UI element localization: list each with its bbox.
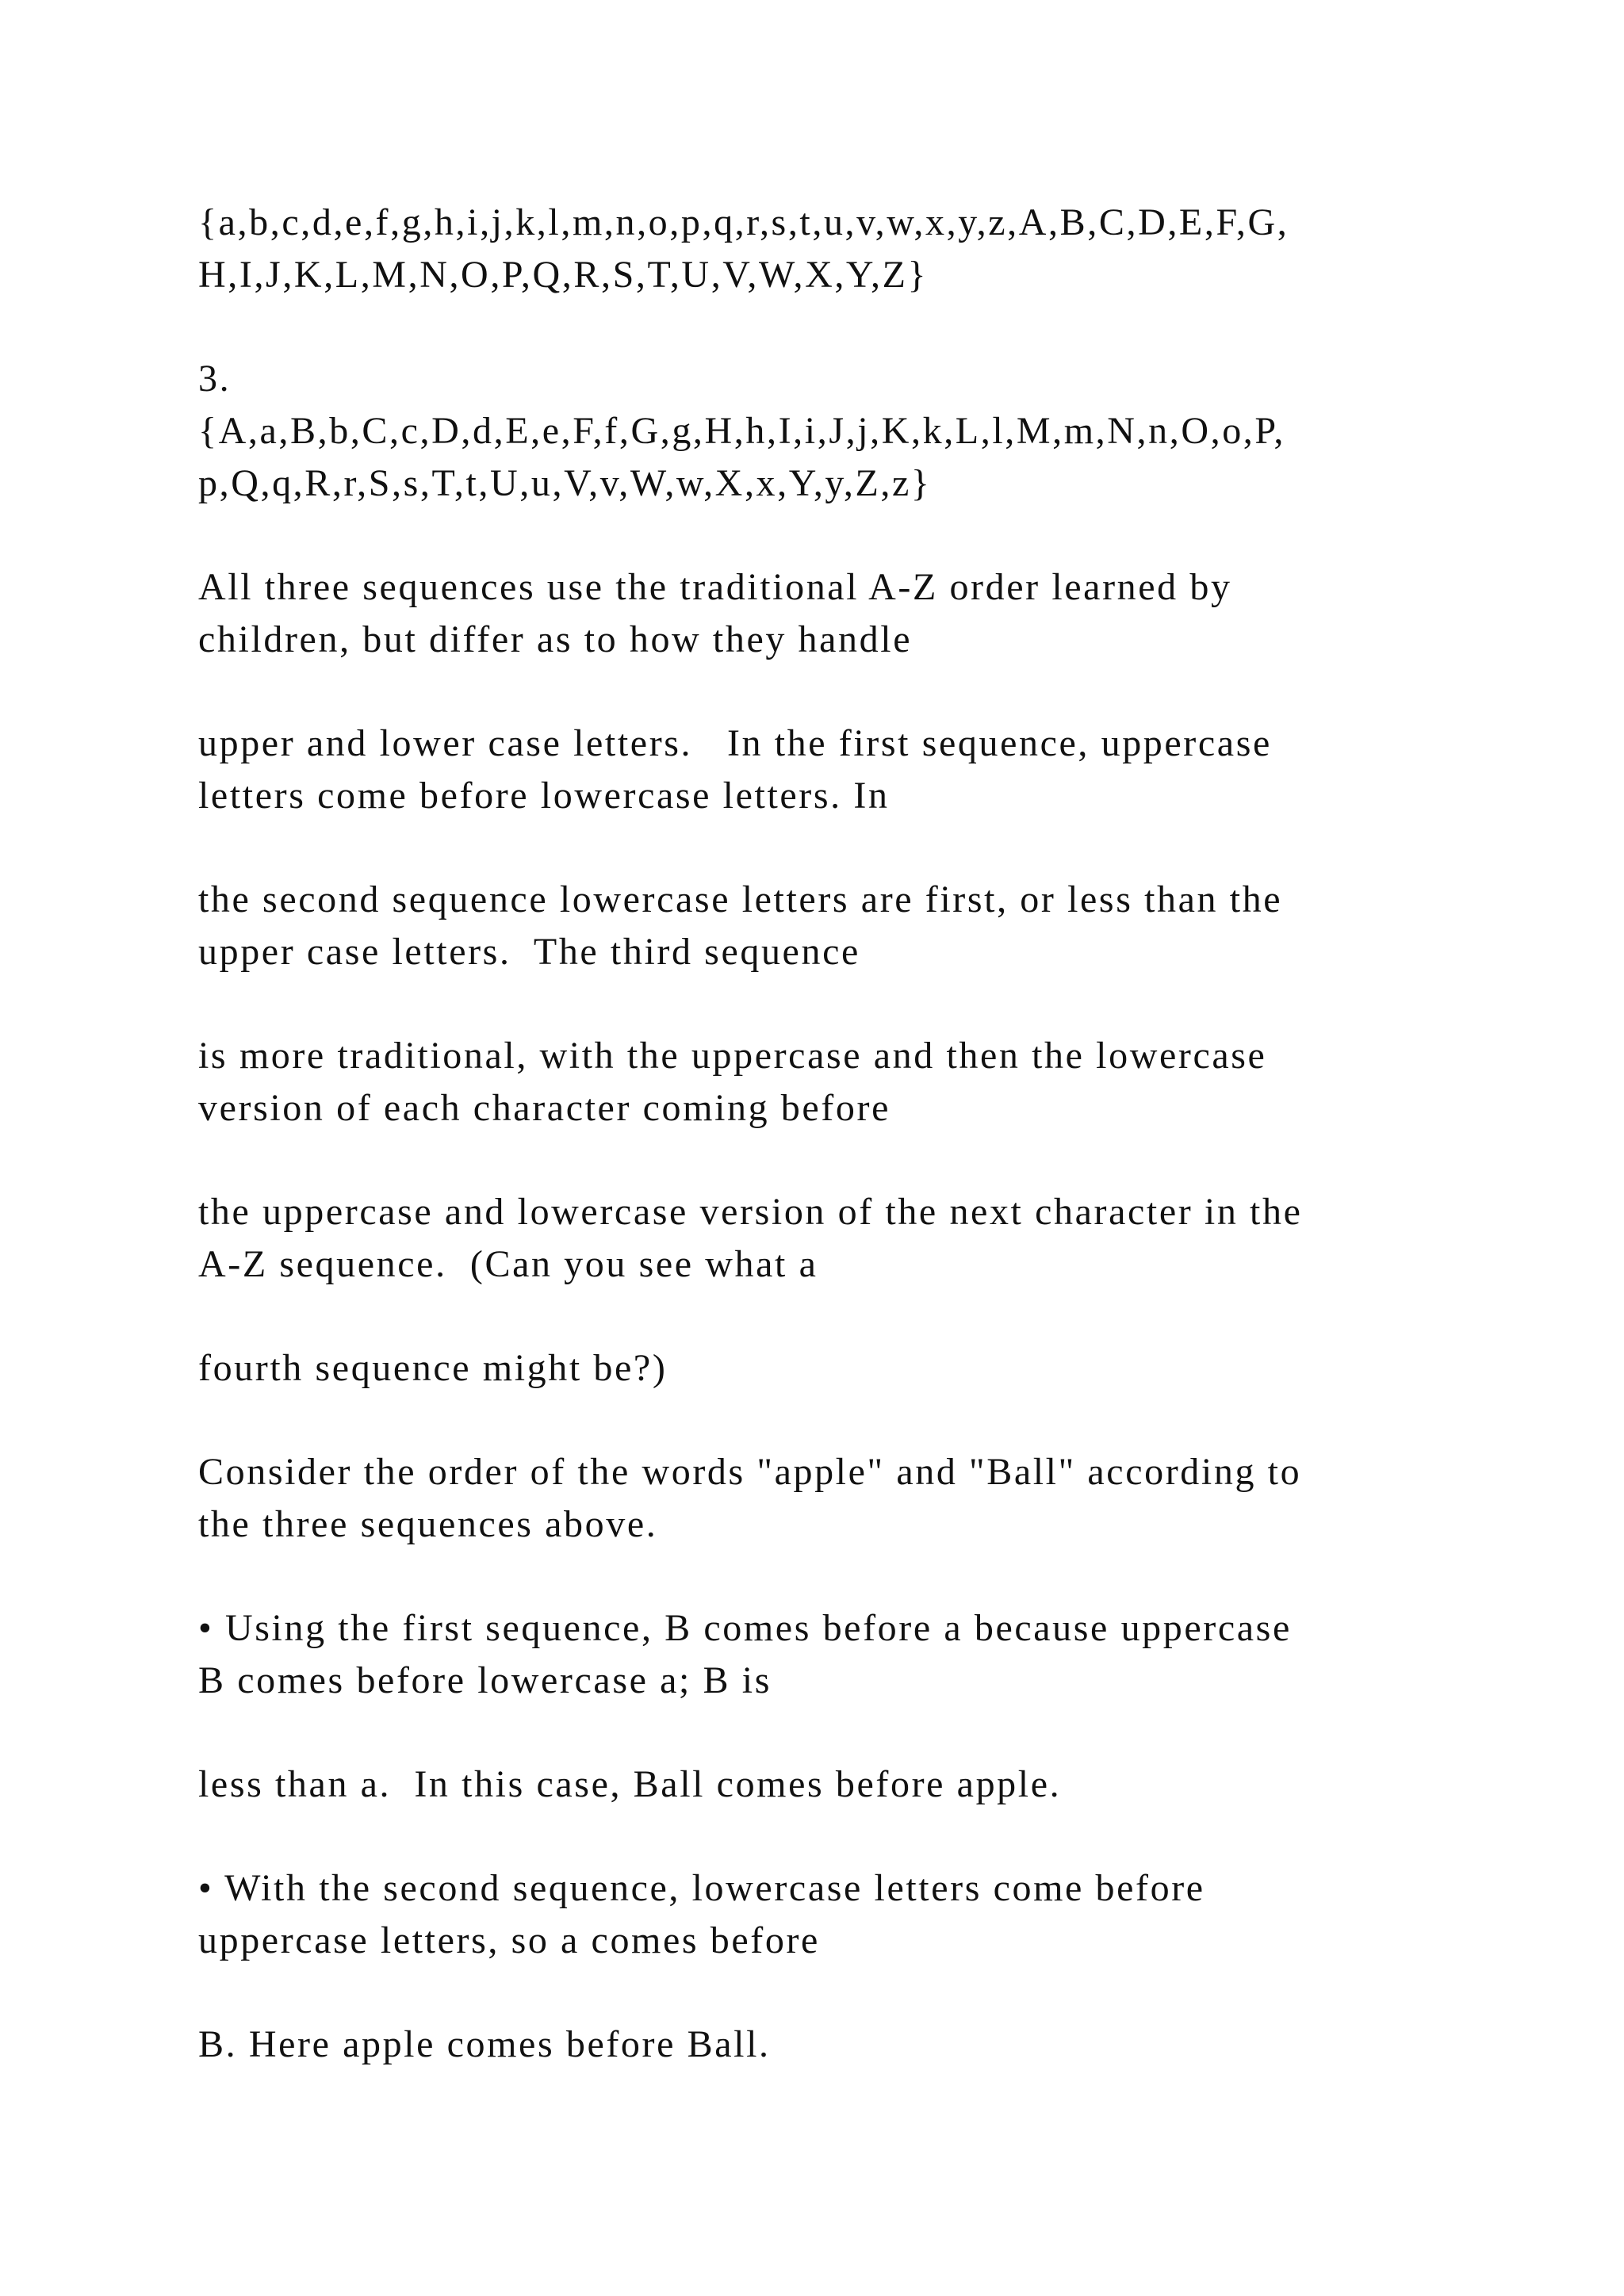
- bullet-paragraph: [198, 1862, 1435, 1967]
- text-line: B. Here apple comes before Ball.: [198, 2023, 771, 2065]
- text-line: upper case letters. The third sequence: [198, 931, 860, 973]
- body-paragraph: [198, 1758, 1435, 1811]
- text-line: letters come before lowercase letters. In: [198, 775, 890, 817]
- body-paragraph: [198, 2019, 1435, 2071]
- text-line: A-Z sequence. (Can you see what a: [198, 1243, 818, 1285]
- body-paragraph: [198, 874, 1435, 978]
- body-paragraph: [198, 1186, 1435, 1291]
- text-line: upper and lower case letters. In the first sequence, uppercase: [198, 722, 1272, 764]
- text-line: fourth sequence might be?): [198, 1347, 668, 1389]
- sequence-2-set: [198, 197, 1435, 301]
- text-line: {A,a,B,b,C,c,D,d,E,e,F,f,G,g,H,h,I,i,J,j,K,k,L,l,M,m,N,n,O,o,P,: [198, 410, 1285, 452]
- text-line: is more traditional, with the uppercase and then the lowercase: [198, 1035, 1267, 1077]
- text-line: less than a. In this case, Ball comes before apple.: [198, 1763, 1062, 1805]
- document-page: [198, 197, 1435, 2122]
- body-paragraph: [198, 718, 1435, 822]
- text-line: the three sequences above.: [198, 1503, 658, 1545]
- text-line: All three sequences use the traditional A-Z order learned by: [198, 566, 1232, 608]
- text-line: 3.: [198, 358, 232, 400]
- text-line: the second sequence lowercase letters are first, or less than the: [198, 878, 1283, 920]
- text-line: {a,b,c,d,e,f,g,h,i,j,k,l,m,n,o,p,q,r,s,t,u,v,w,x,y,z,A,B,C,D,E,F,G,: [198, 201, 1289, 243]
- text-line: children, but differ as to how they handle: [198, 618, 913, 660]
- text-line: uppercase letters, so a comes before: [198, 1919, 820, 1961]
- bullet-paragraph: [198, 1602, 1435, 1707]
- text-line: Consider the order of the words "apple" and "Ball" according to: [198, 1451, 1302, 1493]
- body-paragraph: [198, 1030, 1435, 1135]
- body-paragraph: [198, 1342, 1435, 1395]
- body-paragraph: [198, 1446, 1435, 1551]
- text-line: the uppercase and lowercase version of the next character in the: [198, 1191, 1303, 1233]
- text-line: • With the second sequence, lowercase letters come before: [198, 1867, 1205, 1909]
- text-line: B comes before lowercase a; B is: [198, 1659, 772, 1701]
- text-line: • Using the first sequence, B comes before a because uppercase: [198, 1607, 1292, 1649]
- text-line: version of each character coming before: [198, 1087, 891, 1129]
- sequence-3-set: [198, 353, 1435, 510]
- body-paragraph: [198, 561, 1435, 666]
- text-line: H,I,J,K,L,M,N,O,P,Q,R,S,T,U,V,W,X,Y,Z}: [198, 254, 929, 296]
- text-line: p,Q,q,R,r,S,s,T,t,U,u,V,v,W,w,X,x,Y,y,Z,z}: [198, 462, 932, 504]
